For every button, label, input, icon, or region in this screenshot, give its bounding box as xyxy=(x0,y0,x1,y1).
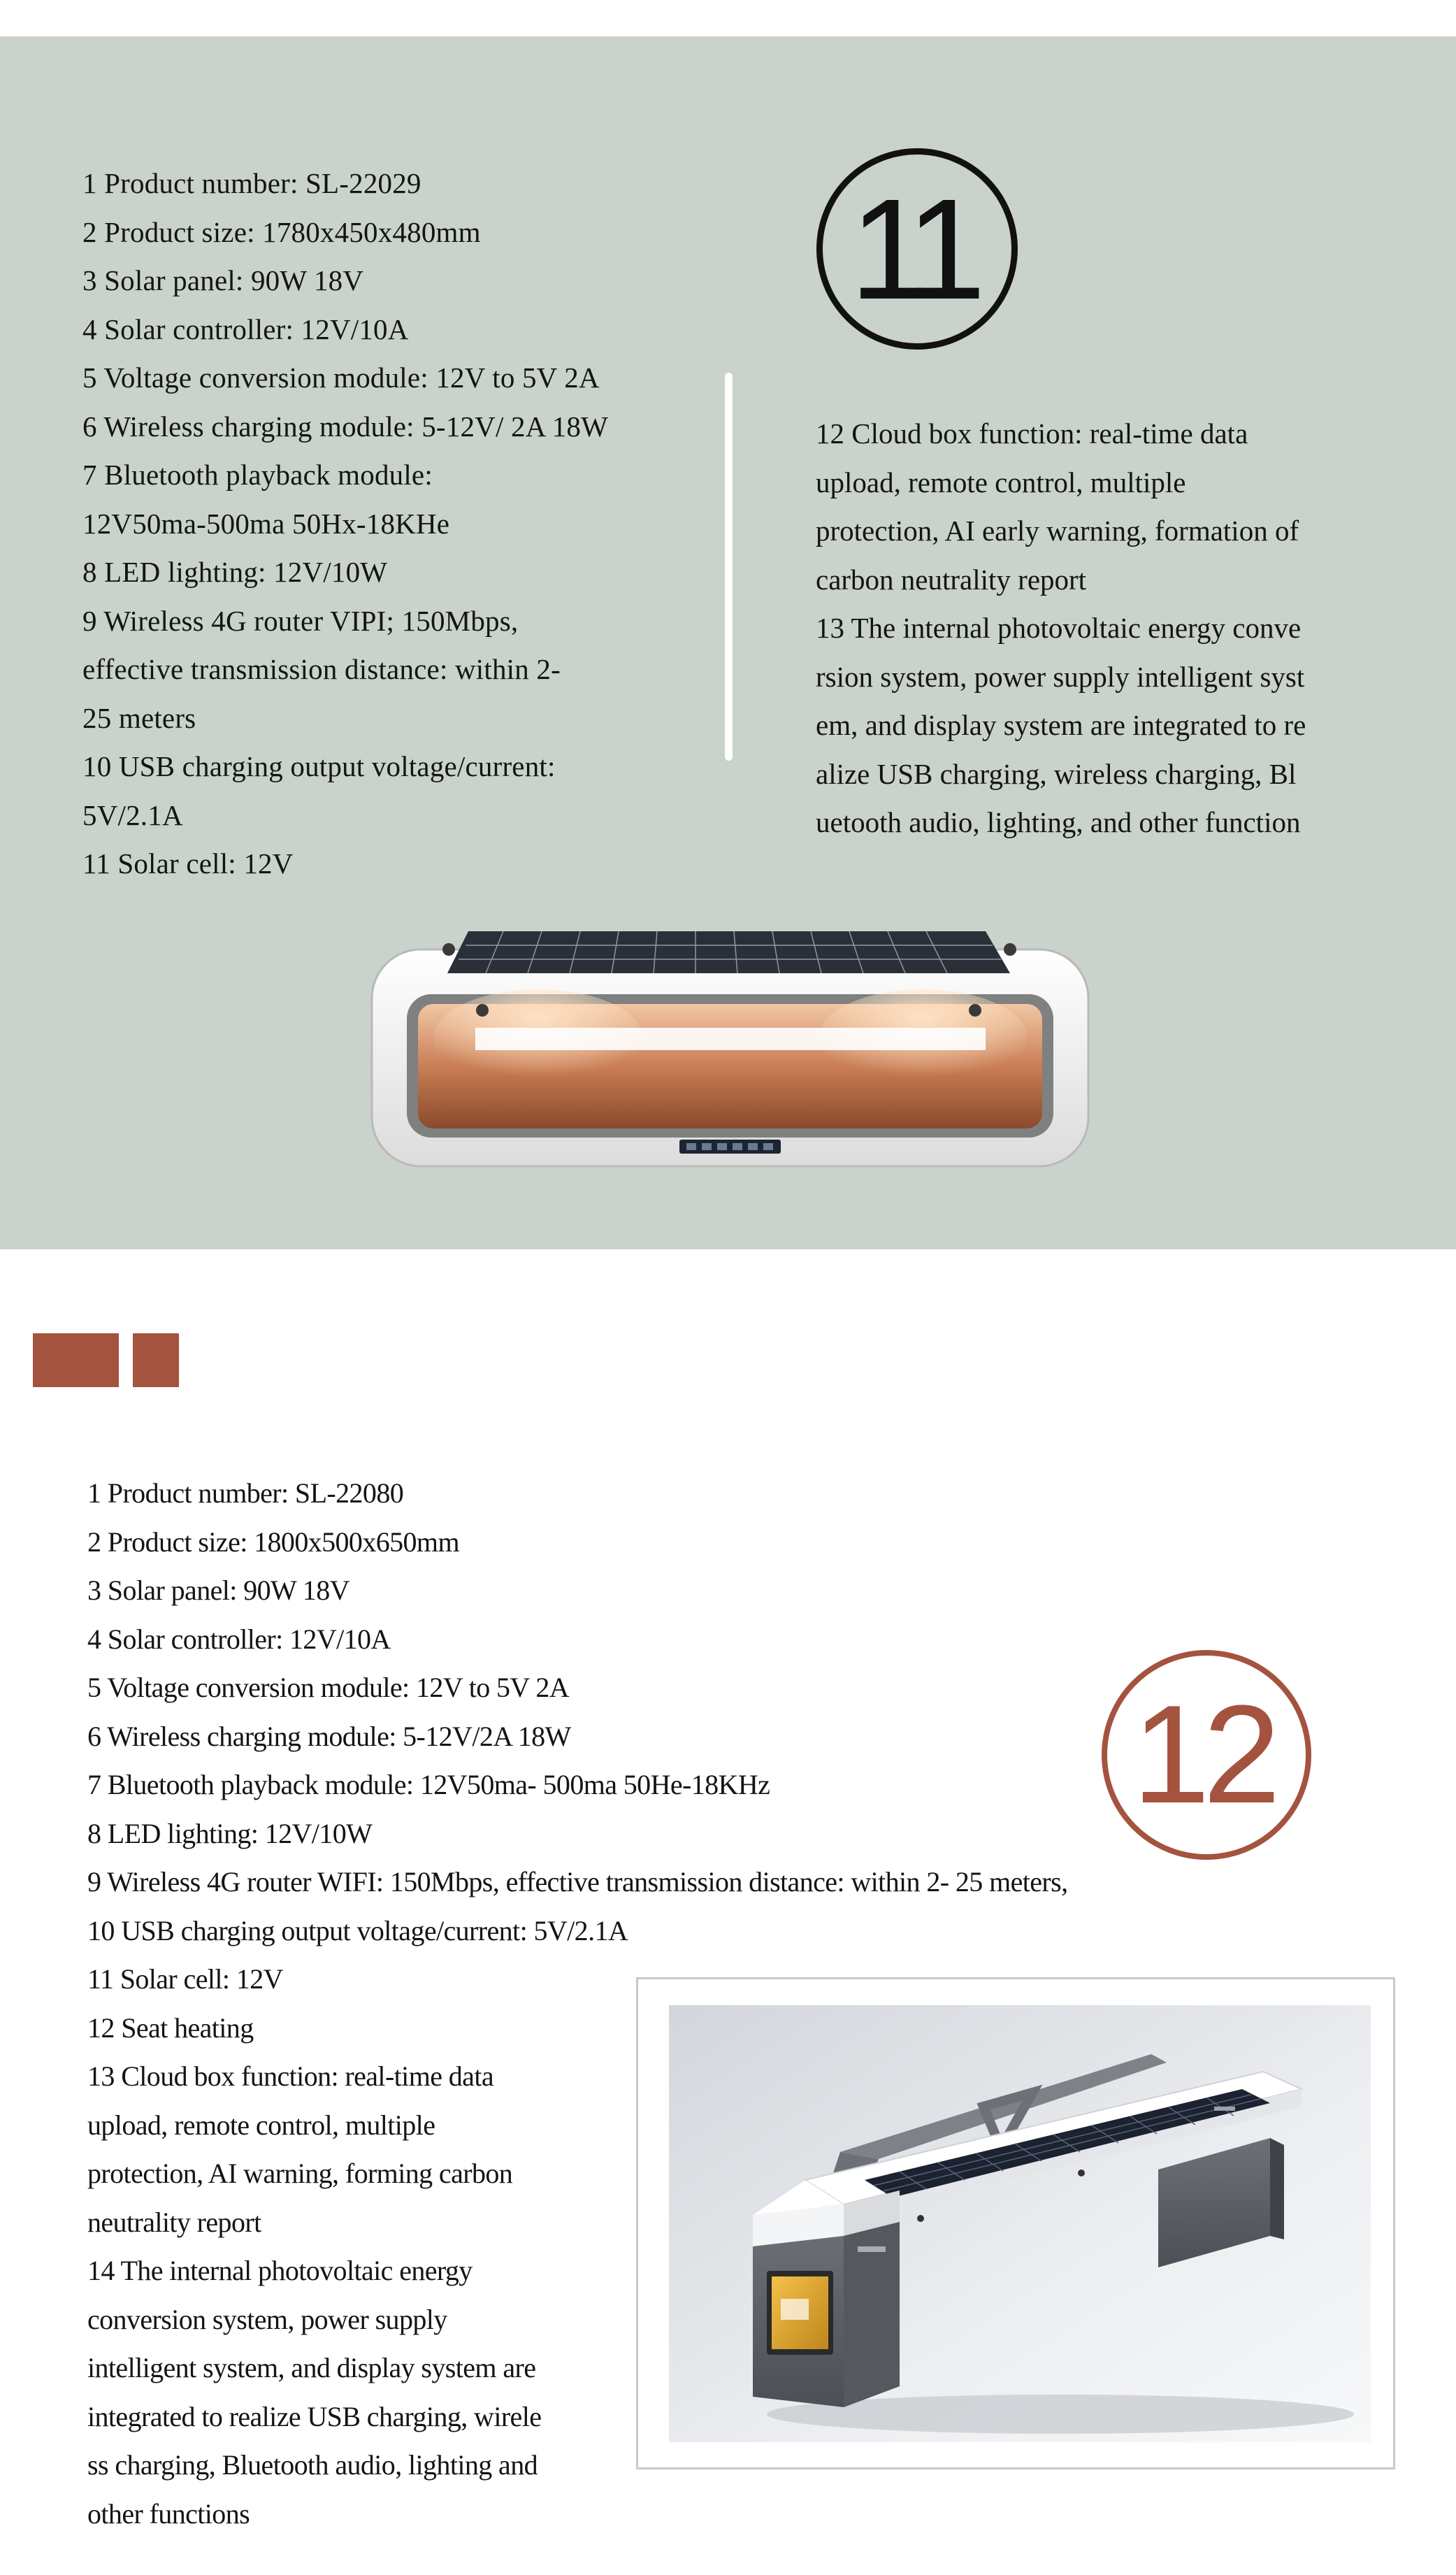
spec-line: 12V50ma-500ma 50Hx-18KHe xyxy=(82,507,450,540)
spec-line: 11 Solar cell: 12V xyxy=(87,1963,283,1995)
spec-line: 7 Bluetooth playback module: xyxy=(82,459,433,491)
product-number-badge-11: 11 xyxy=(816,148,1018,350)
spec-line: 11 Solar cell: 12V xyxy=(82,847,294,880)
spec-line: 3 Solar panel: 90W 18V xyxy=(82,264,364,296)
spec-line: neutrality report xyxy=(87,2206,261,2238)
spec-line: 9 Wireless 4G router VIPI; 150Mbps, xyxy=(82,604,519,637)
spec-list-right xyxy=(816,410,1396,847)
spec-line: 3 Solar panel: 90W 18V xyxy=(87,1575,349,1606)
spec-line: other functions xyxy=(87,2497,250,2530)
spec-line: 8 LED lighting: 12V/10W xyxy=(87,1817,373,1849)
spec-line: 5 Voltage conversion module: 12V to 5V 2A xyxy=(87,1672,570,1703)
spec-line: conversion system, power supply xyxy=(87,2303,447,2335)
spec-line: 5 Voltage conversion module: 12V to 5V 2A xyxy=(82,361,600,394)
spec-line: 8 LED lighting: 12V/10W xyxy=(82,556,388,588)
spec-line: 4 Solar controller: 12V/10A xyxy=(87,1623,391,1655)
spec-line: 25 meters xyxy=(82,701,196,734)
spec-list-top xyxy=(87,1469,1206,1955)
spec-line: 12 Cloud box function: real-time data xyxy=(816,417,1248,450)
spec-line: 13 The internal photovoltaic energy conve xyxy=(816,612,1302,644)
accent-block-large xyxy=(33,1333,119,1387)
spec-line: 1 Product number: SL-22080 xyxy=(87,1477,404,1509)
spec-line: 6 Wireless charging module: 5-12V/2A 18W xyxy=(87,1720,571,1752)
spec-line: rsion system, power supply intelligent syst xyxy=(816,660,1305,693)
spec-line: 10 USB charging output voltage/current: 5V/2.1A xyxy=(87,1914,628,1946)
spec-line: 2 Product size: 1800x500x650mm xyxy=(87,1526,459,1558)
spec-list-left xyxy=(82,159,691,889)
spec-line: 4 Solar controller: 12V/10A xyxy=(82,313,409,345)
spec-line: 6 Wireless charging module: 5-12V/ 2A 18W xyxy=(82,410,609,443)
spec-line: intelligent system, and display system are xyxy=(87,2352,536,2383)
spec-line: 1 Product number: SL-22029 xyxy=(82,167,421,199)
spec-line: 10 USB charging output voltage/current: xyxy=(82,750,556,782)
spec-line: integrated to realize USB charging, wirele xyxy=(87,2400,542,2432)
spec-line: em, and display system are integrated to re xyxy=(816,709,1306,741)
solar-bench-image-11 xyxy=(363,916,1097,1175)
product-number-badge-12: 12 xyxy=(1102,1650,1311,1860)
vertical-divider xyxy=(725,373,733,761)
spec-line: 9 Wireless 4G router WIFI: 150Mbps, effective transmission distance: within 2- 25 meters, xyxy=(87,1866,1068,1898)
spec-line: upload, remote control, multiple xyxy=(816,466,1186,498)
spec-line: 12 Seat heating xyxy=(87,2011,254,2044)
spec-line: 7 Bluetooth playback module: 12V50ma- 500ma 50He-18KHz xyxy=(87,1769,770,1800)
spec-line: alize USB charging, wireless charging, Bl xyxy=(816,757,1297,790)
spec-line: effective transmission distance: within 2- xyxy=(82,653,561,685)
spec-line: ss charging, Bluetooth audio, lighting and xyxy=(87,2449,538,2481)
solar-bench-image-12 xyxy=(669,2005,1371,2442)
spec-line: upload, remote control, multiple xyxy=(87,2109,435,2141)
product-photo-frame xyxy=(636,1977,1395,2469)
spec-line: 14 The internal photovoltaic energy xyxy=(87,2255,473,2286)
accent-block-small xyxy=(133,1333,179,1387)
spec-line: uetooth audio, lighting, and other function xyxy=(816,806,1301,838)
spec-line: protection, AI early warning, formation of xyxy=(816,515,1299,547)
spec-line: 2 Product size: 1780x450x480mm xyxy=(82,215,481,248)
spec-line: 5V/2.1A xyxy=(82,798,183,831)
spec-line: protection, AI warning, forming carbon xyxy=(87,2158,513,2189)
spec-line: 13 Cloud box function: real-time data xyxy=(87,2060,493,2092)
spec-line: carbon neutrality report xyxy=(816,563,1087,596)
spec-list-bottom xyxy=(87,1955,633,2538)
